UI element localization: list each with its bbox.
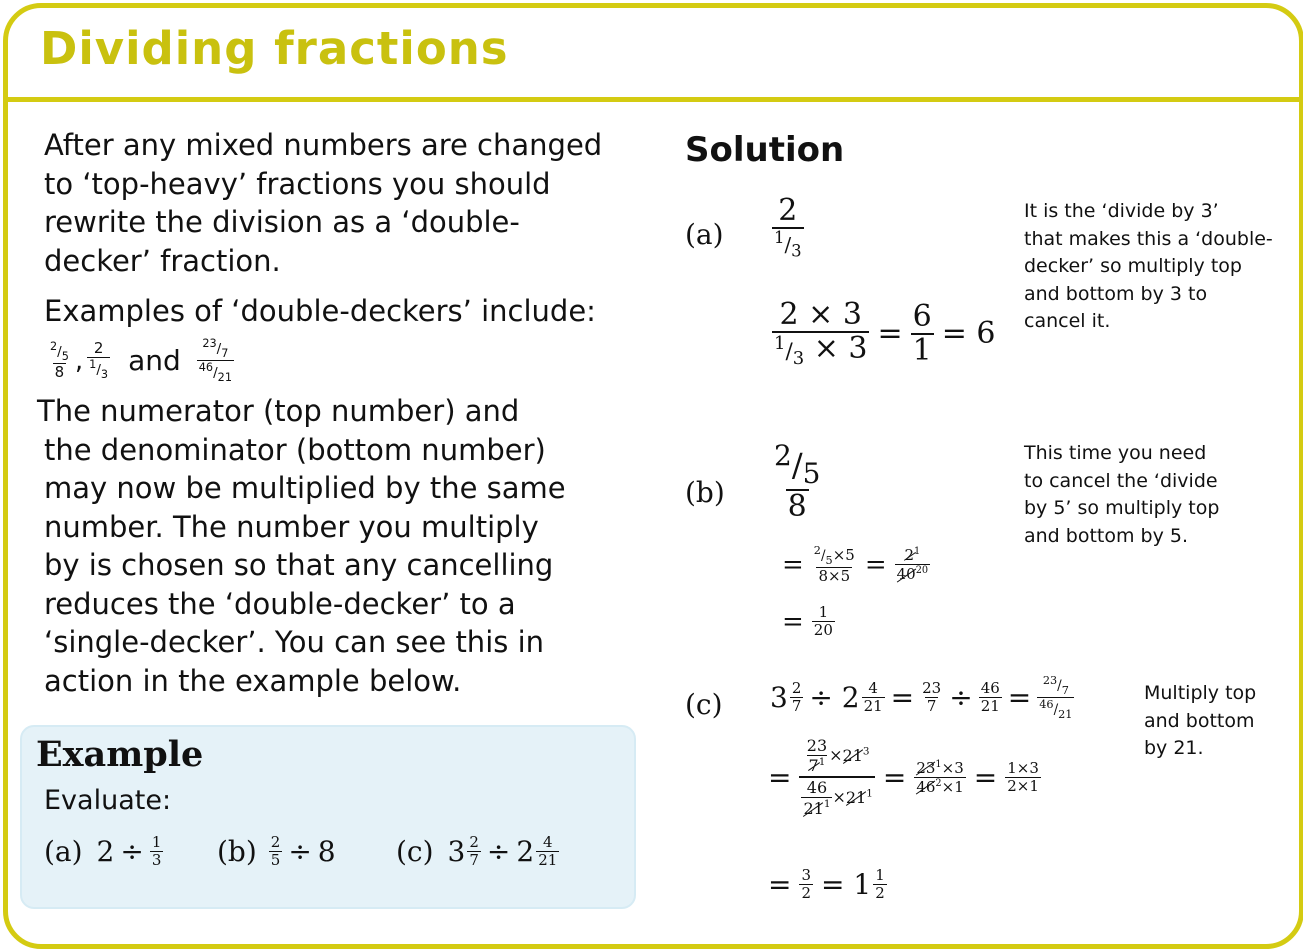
- page-title: Dividing fractions: [40, 22, 509, 75]
- solution-b-result: = $\frac{1}{20}$: [782, 603, 833, 639]
- solution-c-conversion: 3 $\frac{2}{7}$ ÷ 2 $\frac{4}{21}$ = $\frac{23}{7}$ ÷ $\frac{46}{21}$ = $\frac{^{23}/_7}{^{46}/_{21}}$: [770, 674, 1073, 722]
- example-fraction-2: $\frac{2}{^1/_3}$: [89, 339, 109, 382]
- example-instruction: Evaluate:: [44, 785, 172, 816]
- solution-note-a: It is the ‘divide by 3’ that makes this a ‘double- decker’ so multiply top and bottom by 3 to cancel it.: [1024, 200, 1273, 332]
- example-heading: Example: [36, 734, 204, 775]
- intro-paragraph-3: The numerator (top number) and the denominator (bottom number) may now be multiplied by the same number. The number you multiply by is chosen so that any cancelling reduces the ‘double-decker’ to a ‘single-decker’. You can see this in action in the example below.: [37, 394, 566, 698]
- solution-c-result: = $\frac{3}{2}$ = 1 $\frac{1}{2}$: [768, 866, 885, 902]
- intro-paragraph-2: Examples of ‘double-deckers’ include:: [44, 294, 596, 328]
- example-item-a: (a) 2 ÷ $\frac{1}{3}$: [44, 833, 162, 869]
- solution-label-a: (a): [685, 218, 724, 251]
- solution-a-expression: $\frac{2}{^1/_3}$: [774, 193, 802, 261]
- intro-paragraph-1: After any mixed numbers are changed to ‘top-heavy’ fractions you should rewrite the division as a ‘double- decker’ fraction.: [44, 128, 603, 278]
- title-divider: [3, 97, 1303, 102]
- solution-note-b: This time you need to cancel the ‘divide by 5’ so multiply top and bottom by 5.: [1024, 442, 1220, 547]
- example-fraction-3: $\frac{^{23}/_7}{^{46}/_{21}}$: [198, 337, 232, 385]
- solution-a-working: $\frac{2 \times 3}{^1/_3 \times 3}$ = $\frac{6}{1}$ = 6: [774, 297, 996, 369]
- example-fraction-1: $\frac{^2/_5}{8}$: [50, 340, 69, 382]
- solution-b-expression: $\frac{2/5}{8}$: [774, 439, 821, 524]
- solution-label-b: (b): [685, 476, 725, 509]
- solution-heading: Solution: [685, 130, 845, 170]
- and-word: and: [128, 344, 181, 378]
- solution-note-c: Multiply top and bottom by 21.: [1144, 682, 1257, 759]
- double-decker-examples: $\frac{^2/_5}{8}$ , $\frac{2}{^1/_3}$ and $\frac{^{23}/_7}{^{46}/_{21}}$: [50, 337, 232, 385]
- example-item-c: (c) 3 $\frac{2}{7}$ ÷ 2 $\frac{4}{21}$: [396, 833, 558, 869]
- solution-label-c: (c): [685, 688, 723, 721]
- solution-b-working: = $\frac{^2/_5\times 5}{8\times 5}$ = $\frac{2^1}{40^{20}}$: [782, 544, 929, 586]
- example-item-b: (b) $\frac{2}{5}$ ÷ 8: [217, 833, 336, 869]
- solution-c-working: = $\frac{23}{7^1}$ $\times 21^3$ $\frac{46}{21^1}$ $\times 21^1$ = $\frac{23^1\times 3}{46^2\times 1}$ = $\frac{1\times 3}{2\times 1}$: [768, 736, 1039, 818]
